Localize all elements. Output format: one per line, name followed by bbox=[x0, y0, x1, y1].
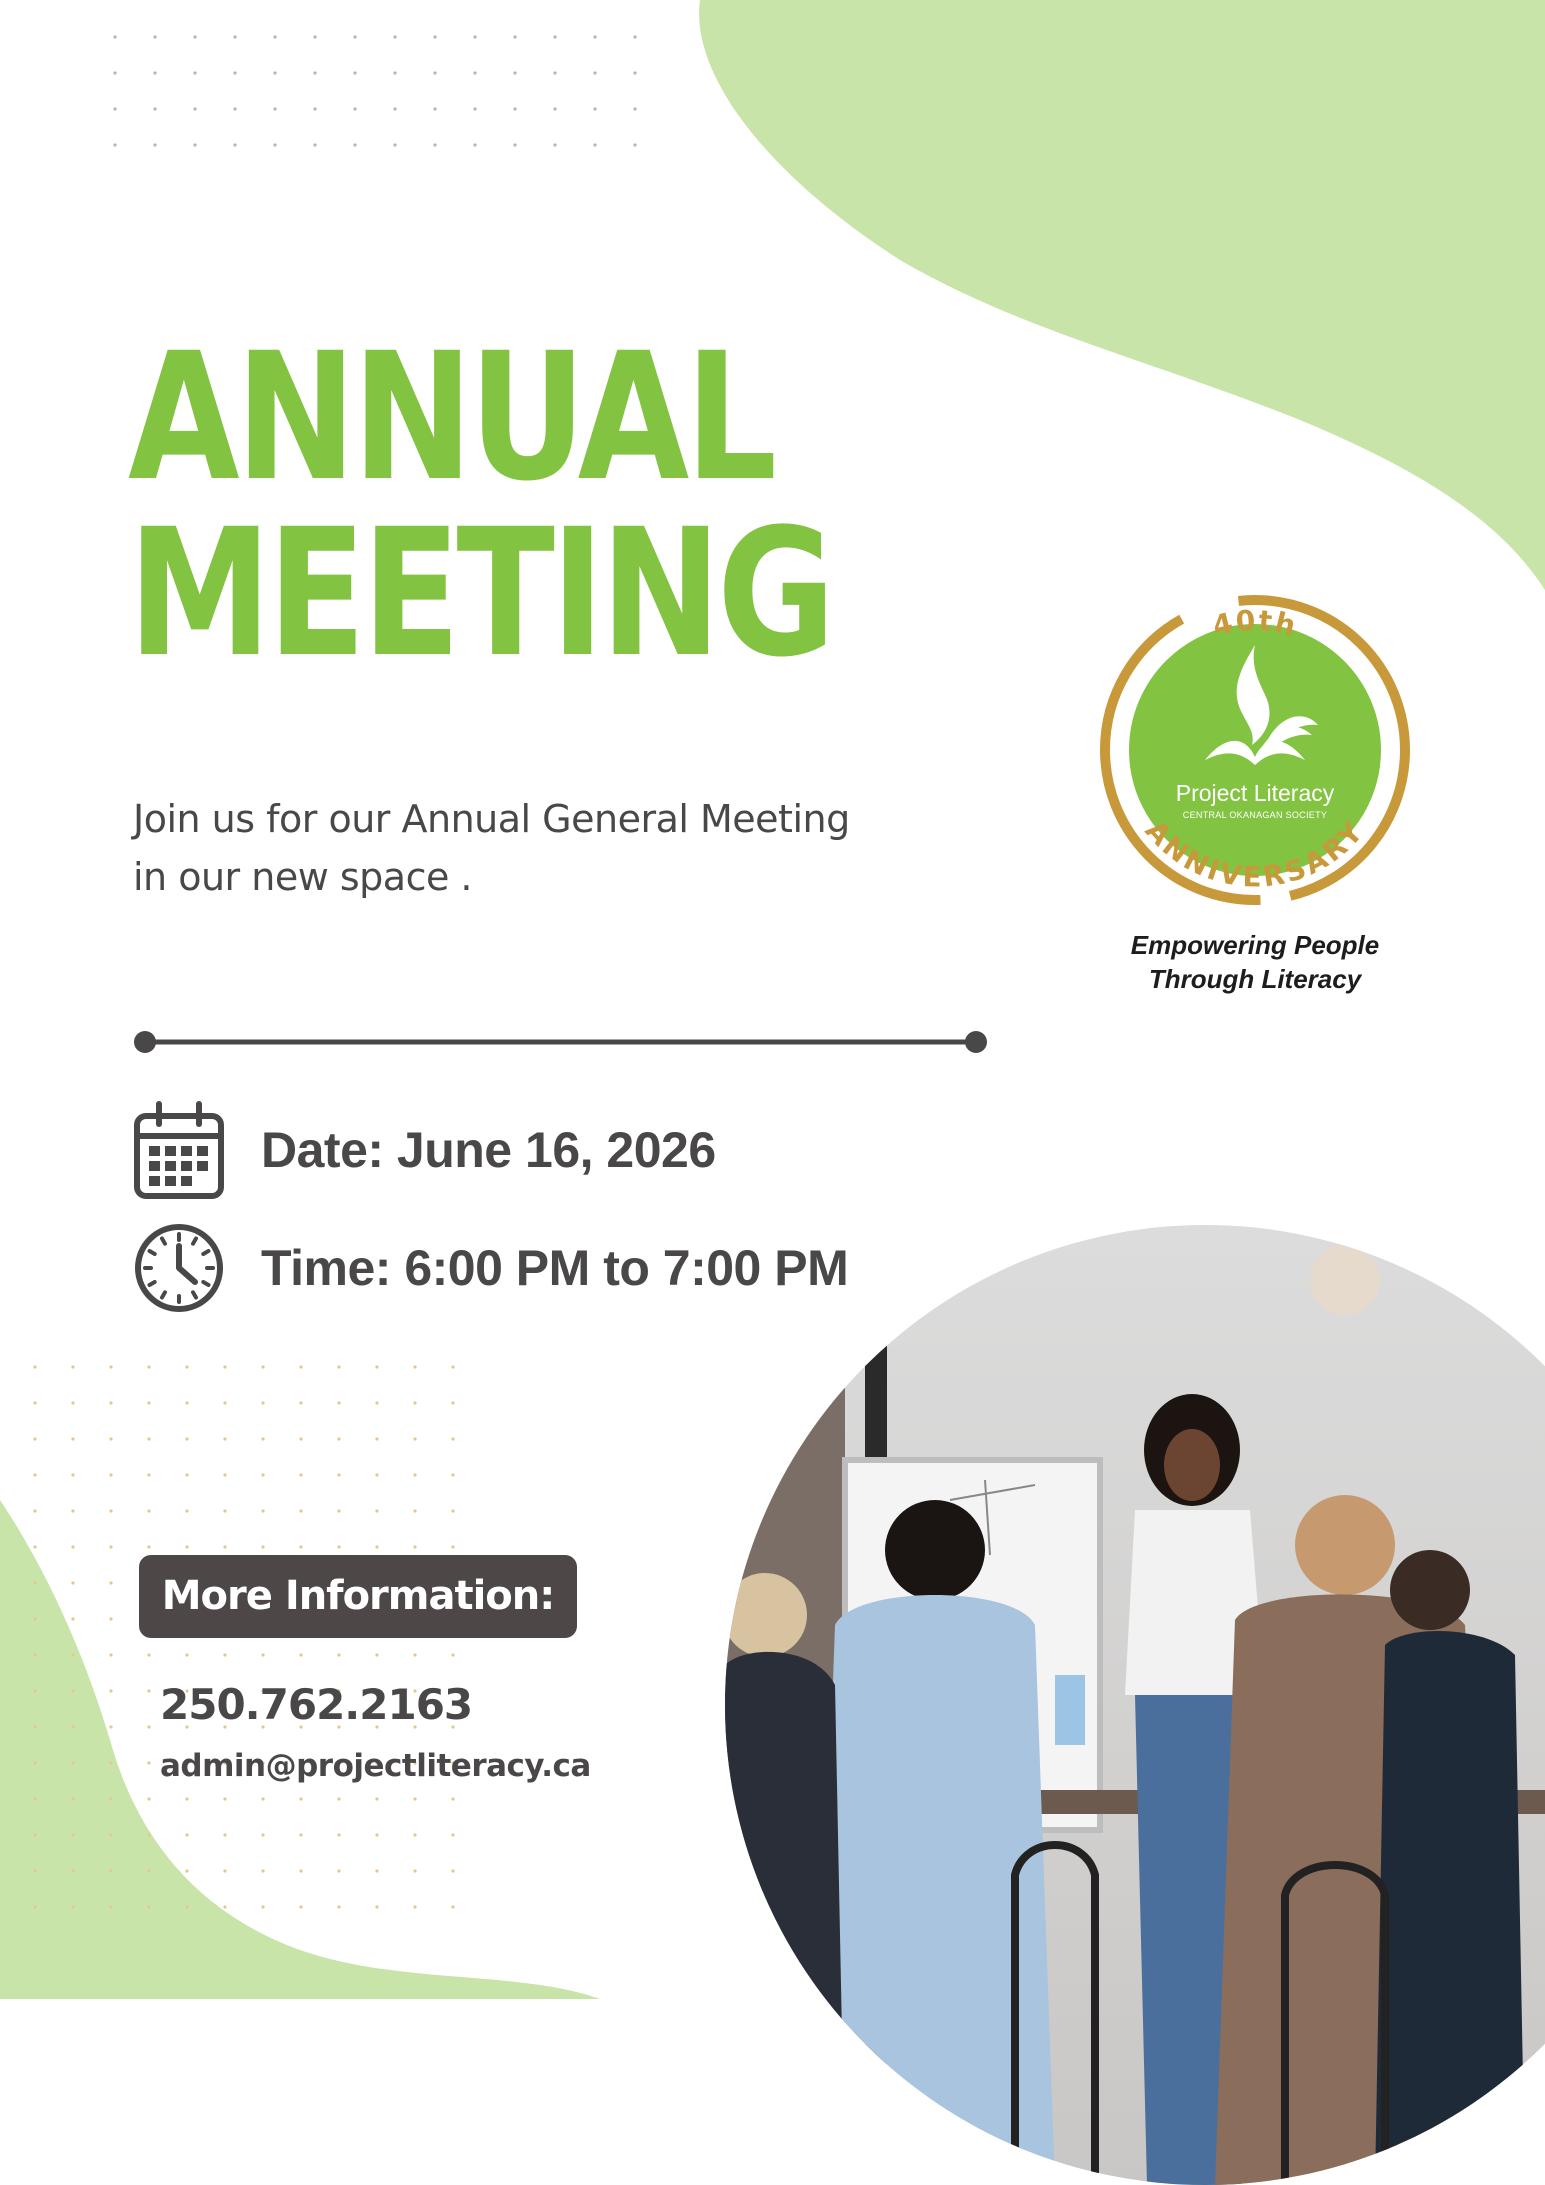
anniversary-logo bbox=[1090, 585, 1420, 915]
email-address[interactable]: admin@projectliteracy.ca bbox=[160, 1748, 591, 1784]
logo-top-text: 40th bbox=[1209, 603, 1301, 643]
title-line-1: ANNUAL bbox=[128, 315, 774, 520]
logo-name: Project Literacy bbox=[1175, 780, 1335, 806]
time-text: Time: 6:00 PM to 7:00 PM bbox=[261, 1240, 849, 1296]
date-row bbox=[133, 1100, 716, 1200]
clock-icon bbox=[133, 1222, 225, 1314]
page-title bbox=[128, 315, 832, 696]
intro-text bbox=[133, 790, 850, 906]
intro-line-1: Join us for our Annual General Meeting bbox=[133, 797, 850, 841]
intro-line-2: in our new space . bbox=[133, 855, 473, 899]
date-text: Date: June 16, 2026 bbox=[261, 1122, 716, 1178]
more-information-button[interactable]: More Information: bbox=[139, 1555, 577, 1638]
calendar-icon bbox=[133, 1100, 225, 1200]
title-line-2: MEETING bbox=[128, 491, 832, 696]
phone-number[interactable]: 250.762.2163 bbox=[160, 1680, 473, 1729]
tagline-line-1: Empowering People bbox=[1130, 930, 1380, 960]
divider-line bbox=[133, 1030, 988, 1054]
logo-subname: CENTRAL OKANAGAN SOCIETY bbox=[1182, 810, 1328, 820]
tagline-line-2: Through Literacy bbox=[1148, 964, 1362, 994]
meeting-photo bbox=[725, 1225, 1545, 2185]
top-dot-grid bbox=[100, 25, 660, 165]
logo-tagline bbox=[1095, 928, 1415, 996]
logo-bottom-text: ANNIVERSARY bbox=[1138, 813, 1372, 894]
